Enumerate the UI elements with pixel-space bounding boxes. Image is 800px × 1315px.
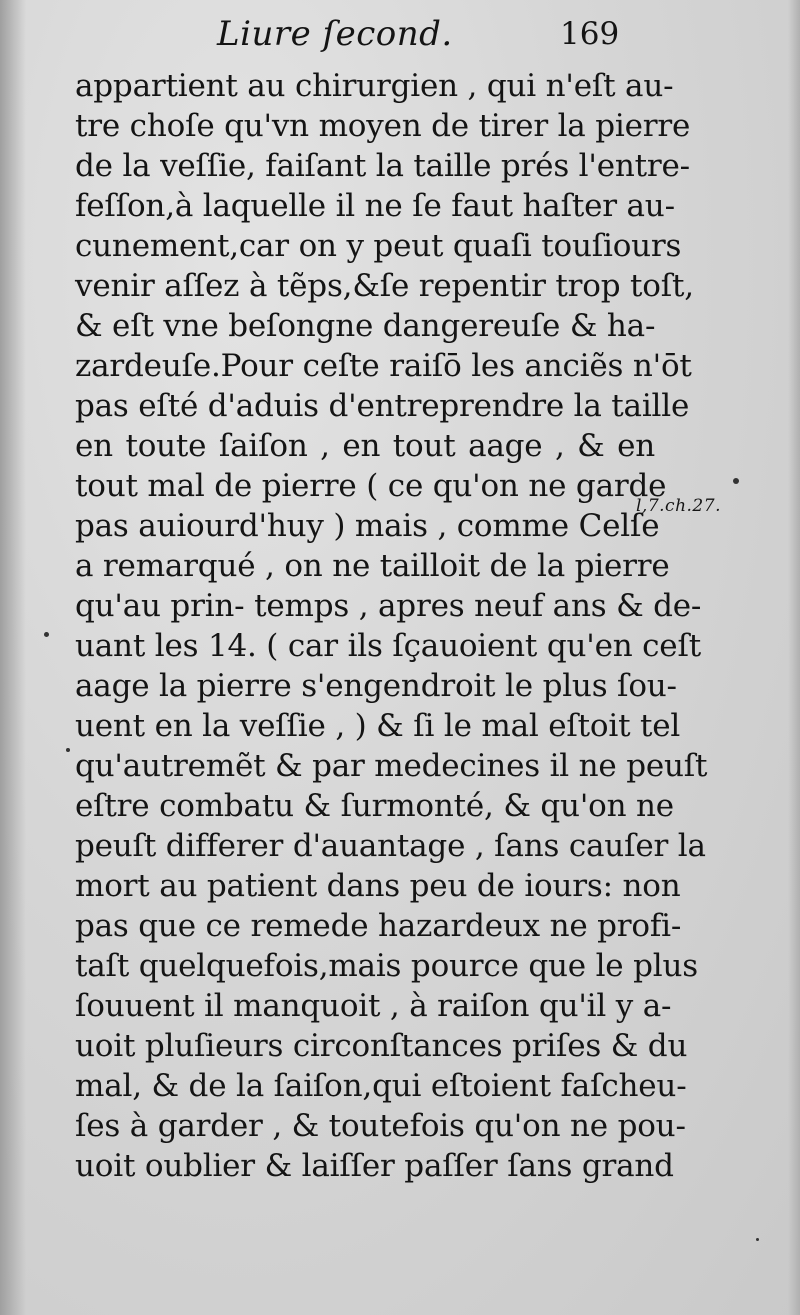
text-line: tre choſe qu'vn moyen de tirer la pierre xyxy=(75,108,691,144)
text-line: aage la pierre s'engendroit le plus ſou- xyxy=(75,668,677,704)
text-line: a remarqué , on ne tailloit de la pierre xyxy=(75,548,670,584)
text-line: pas eſté d'aduis d'entreprendre la taille xyxy=(75,388,690,424)
text-line: peuſt differer d'auantage , ſans cauſer la xyxy=(75,828,706,864)
ink-speck xyxy=(756,1238,759,1241)
page-gutter-shadow xyxy=(0,0,26,1315)
text-line: de la veſſie, faiſant la taille prés l'entre- xyxy=(75,148,690,184)
text-line: uoit pluſieurs circonſtances priſes & du xyxy=(75,1028,688,1064)
running-title: Liure ſecond. xyxy=(217,14,453,54)
text-line: qu'autremẽt & par medecines il ne peuſt xyxy=(75,748,708,784)
text-line: pas que ce remede hazardeux ne profi- xyxy=(75,908,682,944)
ink-speck xyxy=(44,632,49,637)
text-line: qu'au prin- temps , apres neuf ans & de- xyxy=(75,588,702,624)
text-line: mal, & de la ſaiſon,qui eſtoient faſcheu- xyxy=(75,1068,687,1104)
page-edge-shadow xyxy=(788,0,800,1315)
text-line: eſtre combatu & ſurmonté, & qu'on ne xyxy=(75,788,674,824)
text-line: mort au patient dans peu de iours: non xyxy=(75,868,681,904)
page-number: 169 xyxy=(560,16,620,52)
ink-speck xyxy=(733,478,739,484)
page-header xyxy=(0,10,800,60)
text-line: appartient au chirurgien , qui n'eſt au- xyxy=(75,68,674,104)
marginal-note: l,7.ch.27. xyxy=(636,496,721,516)
ink-speck xyxy=(66,748,70,752)
text-line: zardeuſe.Pour ceſte raiſō les anciẽs n'ōt xyxy=(75,348,692,384)
text-line: en toute ſaiſon , en tout aage , & en xyxy=(75,428,655,464)
text-line: uant les 14. ( car ils ſçauoient qu'en ceſt xyxy=(75,628,701,664)
text-line: cunement,car on y peut quaſi touſiours xyxy=(75,228,682,264)
text-line: & eſt vne beſongne dangereuſe & ha- xyxy=(75,308,656,344)
text-line: ſouuent il manquoit , à raiſon qu'il y a- xyxy=(75,988,672,1024)
text-line: venir aſſez à tẽps,&ſe repentir trop toſt, xyxy=(75,268,694,304)
text-line: tout mal de pierre ( ce qu'on ne garde xyxy=(75,468,667,504)
text-line: pas auiourd'huy ) mais , comme Celſe xyxy=(75,508,660,544)
text-line: taſt quelquefois,mais pource que le plus xyxy=(75,948,698,984)
text-line: uoit oublier & laiſſer paſſer ſans grand xyxy=(75,1148,674,1184)
text-line: feſſon,à laquelle il ne ſe faut haſter au- xyxy=(75,188,675,224)
text-line: uent en la veſſie , ) & ſi le mal eſtoit tel xyxy=(75,708,681,744)
text-line: ſes à garder , & toutefois qu'on ne pou- xyxy=(75,1108,686,1144)
